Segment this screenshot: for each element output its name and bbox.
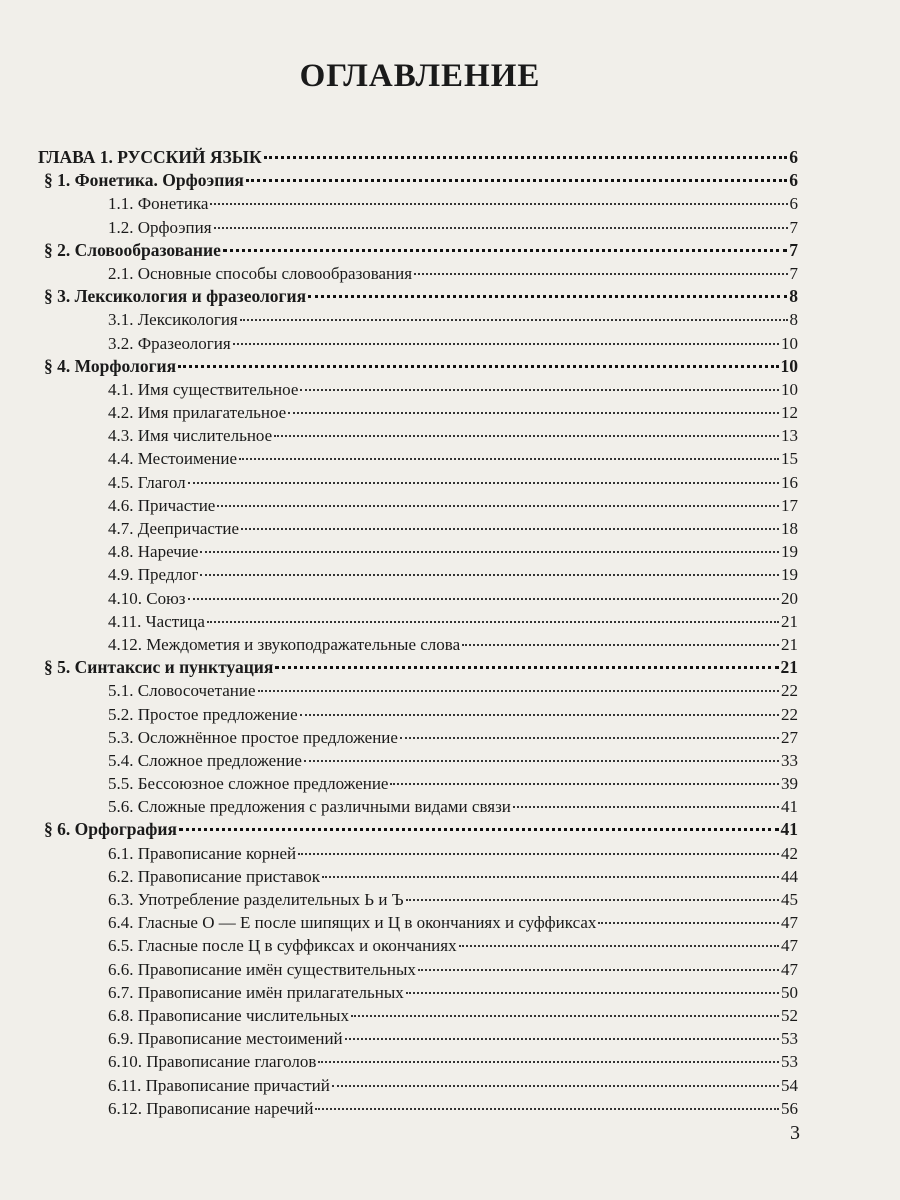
toc-entry-sub xyxy=(38,1027,798,1050)
toc-entry-page: 56 xyxy=(781,1098,798,1118)
dot-leader xyxy=(241,528,779,530)
dot-leader xyxy=(188,482,779,484)
dot-leader xyxy=(304,760,779,762)
toc-entry-title: 4.8. Наречие xyxy=(108,542,199,562)
toc-entry-sub xyxy=(38,911,798,934)
toc-entry-title: 3.2. Фразеология xyxy=(108,333,231,353)
toc-entry-section xyxy=(38,169,798,192)
toc-entry-title: ГЛАВА 1. РУССКИЙ ЯЗЫК xyxy=(38,147,262,167)
toc-entry-sub xyxy=(38,633,798,656)
toc-entry-chapter xyxy=(38,146,798,169)
toc-entry-title: 4.10. Союз xyxy=(108,588,186,608)
toc-entry-page: 45 xyxy=(781,890,798,909)
toc-entry-sub xyxy=(38,471,798,494)
toc-entry-title: 6.6. Правописание имён существительных xyxy=(108,959,416,979)
toc-entry-sub xyxy=(38,726,798,749)
toc-entry-sub xyxy=(38,934,798,957)
dot-leader xyxy=(418,969,779,971)
toc-entry-section xyxy=(38,818,798,841)
toc-entry-section xyxy=(38,239,798,262)
toc-entry-sub xyxy=(38,842,798,865)
toc-entry-page: 47 xyxy=(781,913,798,933)
dot-leader xyxy=(351,1015,779,1017)
dot-leader xyxy=(513,806,779,808)
dot-leader xyxy=(239,458,779,460)
dot-leader xyxy=(315,1108,779,1110)
toc-entry-page: 22 xyxy=(781,704,798,724)
dot-leader xyxy=(274,435,779,437)
toc-entry-title: 6.1. Правописание корней xyxy=(108,843,297,863)
toc-entry-title: 6.5. Гласные после Ц в суффиксах и окончаниях xyxy=(108,936,457,956)
toc-entry-title: 5.2. Простое предложение xyxy=(108,704,298,724)
toc-entry-title: 6.3. Употребление разделительных Ь и Ъ xyxy=(108,890,404,909)
toc-entry-sub xyxy=(38,494,798,517)
toc-entry-sub xyxy=(38,563,798,586)
toc-entry-page: 20 xyxy=(781,588,798,608)
toc-entry-page: 47 xyxy=(781,959,798,979)
dot-leader xyxy=(298,853,779,855)
toc-entry-title: 2.1. Основные способы словообразования xyxy=(108,263,413,283)
toc-entry-page: 27 xyxy=(781,727,798,747)
toc-entry-title: 5.3. Осложнённое простое предложение xyxy=(108,727,398,747)
toc-entry-sub xyxy=(38,332,798,355)
toc-entry-sub xyxy=(38,795,798,818)
toc-entry-title: 1.1. Фонетика xyxy=(108,194,209,214)
toc-entry-sub xyxy=(38,1097,798,1120)
dot-leader xyxy=(414,273,787,275)
toc-entry-page: 50 xyxy=(781,982,798,1002)
toc-entry-title: 4.6. Причастие xyxy=(108,495,216,515)
toc-entry-page: 19 xyxy=(781,542,798,562)
toc-entry-title: 4.2. Имя прилагательное xyxy=(108,403,287,423)
dot-leader xyxy=(332,1085,779,1087)
toc-entry-sub xyxy=(38,540,798,563)
toc-entry-page: 21 xyxy=(780,657,798,678)
toc-entry-page: 17 xyxy=(781,495,798,515)
toc-entry-page: 19 xyxy=(781,565,798,585)
toc-entry-title: § 6. Орфография xyxy=(44,819,177,840)
toc-entry-page: 8 xyxy=(789,310,798,330)
toc-entry-page: 53 xyxy=(781,1052,798,1072)
toc-entry-section xyxy=(38,656,798,679)
toc-entry-page: 7 xyxy=(789,263,798,283)
dot-leader xyxy=(233,343,779,345)
toc-entry-page: 10 xyxy=(780,355,798,376)
dot-leader xyxy=(400,737,779,739)
dot-leader xyxy=(240,319,788,321)
dot-leader xyxy=(200,551,779,553)
toc-entry-page: 41 xyxy=(780,819,798,840)
toc-entry-page: 18 xyxy=(781,519,798,538)
toc-entry-page: 10 xyxy=(781,333,798,353)
dot-leader xyxy=(300,714,779,716)
dot-leader xyxy=(188,598,779,600)
toc-entry-page: 10 xyxy=(781,379,798,399)
toc-entry-sub xyxy=(38,888,798,911)
toc-entry-page: 21 xyxy=(781,634,798,654)
toc-entry-sub xyxy=(38,447,798,470)
toc-entry-title: § 2. Словообразование xyxy=(44,239,221,260)
toc-entry-title: 6.12. Правописание наречий xyxy=(108,1098,314,1118)
dot-leader xyxy=(207,621,779,623)
toc-entry-sub xyxy=(38,958,798,981)
toc-entry-title: § 4. Морфология xyxy=(44,355,177,376)
toc-entry-page: 6 xyxy=(789,170,798,191)
toc-entry-title: 6.11. Правописание причастий xyxy=(108,1075,330,1095)
dot-leader xyxy=(288,412,779,414)
toc-entry-title: 4.4. Местоимение xyxy=(108,449,238,469)
toc-entry-page: 47 xyxy=(781,936,798,956)
toc-entry-title: § 1. Фонетика. Орфоэпия xyxy=(44,170,244,191)
toc-entry-sub xyxy=(38,679,798,702)
toc-entry-page: 33 xyxy=(781,750,798,770)
toc-entry-sub xyxy=(38,262,798,285)
toc-entry-title: 6.8. Правописание числительных xyxy=(108,1005,349,1025)
toc-entry-sub xyxy=(38,703,798,726)
toc-entry-page: 7 xyxy=(789,239,798,260)
toc-entry-sub xyxy=(38,424,798,447)
toc-entry-sub xyxy=(38,1074,798,1097)
dot-leader xyxy=(322,876,779,878)
toc-entry-sub xyxy=(38,1004,798,1027)
table-of-contents xyxy=(38,146,798,1120)
toc-entry-page: 44 xyxy=(781,866,798,886)
toc-entry-section xyxy=(38,285,798,308)
toc-entry-title: 4.12. Междометия и звукоподражательные слова xyxy=(108,634,461,654)
toc-entry-page: 41 xyxy=(781,797,798,817)
toc-entry-sub xyxy=(38,401,798,424)
toc-entry-sub xyxy=(38,1050,798,1073)
toc-entry-sub xyxy=(38,772,798,795)
toc-entry-sub xyxy=(38,587,798,610)
toc-entry-page: 21 xyxy=(781,611,798,631)
toc-entry-title: 5.4. Сложное предложение xyxy=(108,750,302,770)
toc-entry-sub xyxy=(38,192,798,215)
toc-entry-sub xyxy=(38,610,798,633)
toc-entry-sub xyxy=(38,308,798,331)
toc-entry-title: § 5. Синтаксис и пунктуация xyxy=(44,657,274,678)
dot-leader xyxy=(390,783,779,785)
toc-entry-title: 4.11. Частица xyxy=(108,611,205,631)
toc-entry-title: 6.2. Правописание приставок xyxy=(108,866,321,886)
toc-entry-page: 42 xyxy=(781,843,798,863)
toc-entry-title: 4.9. Предлог xyxy=(108,565,199,585)
toc-entry-title: 4.7. Деепричастие xyxy=(108,519,240,538)
toc-entry-page: 12 xyxy=(781,403,798,423)
toc-entry-title: 5.6. Сложные предложения с различными видами связи xyxy=(108,797,511,817)
dot-leader xyxy=(598,922,779,924)
dot-leader xyxy=(178,365,778,368)
toc-entry-sub xyxy=(38,981,798,1004)
toc-entry-page: 54 xyxy=(781,1075,798,1095)
toc-entry-section xyxy=(38,355,798,378)
toc-entry-title: 6.9. Правописание местоимений xyxy=(108,1029,343,1049)
toc-entry-title: 1.2. Орфоэпия xyxy=(108,217,212,237)
dot-leader xyxy=(223,249,787,252)
dot-leader xyxy=(246,179,787,182)
toc-entry-title: 4.3. Имя числительное xyxy=(108,426,273,446)
dot-leader xyxy=(264,156,788,159)
toc-entry-title: 5.1. Словосочетание xyxy=(108,681,256,701)
toc-entry-page: 7 xyxy=(789,217,798,237)
toc-entry-page: 8 xyxy=(789,286,798,307)
toc-entry-title: 6.7. Правописание имён прилагательных xyxy=(108,982,404,1002)
dot-leader xyxy=(462,644,779,646)
toc-entry-sub xyxy=(38,517,798,540)
dot-leader xyxy=(258,690,779,692)
dot-leader xyxy=(459,945,779,947)
dot-leader xyxy=(300,389,779,391)
toc-entry-sub xyxy=(38,216,798,239)
dot-leader xyxy=(406,899,779,901)
dot-leader xyxy=(318,1061,779,1063)
toc-entry-sub xyxy=(38,378,798,401)
toc-entry-title: § 3. Лексикология и фразеология xyxy=(44,286,307,307)
dot-leader xyxy=(210,203,787,205)
toc-entry-page: 15 xyxy=(781,449,798,469)
toc-entry-title: 6.4. Гласные О — Е после шипящих и Ц в окончаниях и суффиксах xyxy=(108,913,597,933)
toc-entry-page: 53 xyxy=(781,1029,798,1049)
dot-leader xyxy=(179,828,779,831)
toc-entry-sub xyxy=(38,749,798,772)
toc-entry-page: 13 xyxy=(781,426,798,446)
toc-entry-title: 4.1. Имя существительное xyxy=(108,379,299,399)
toc-entry-page: 16 xyxy=(781,472,798,492)
dot-leader xyxy=(406,992,779,994)
dot-leader xyxy=(214,227,788,229)
toc-entry-page: 52 xyxy=(781,1005,798,1025)
toc-entry-page: 6 xyxy=(789,194,798,214)
toc-entry-page: 39 xyxy=(781,774,798,794)
page-title: ОГЛАВЛЕНИЕ xyxy=(299,58,541,94)
toc-entry-page: 22 xyxy=(781,681,798,701)
dot-leader xyxy=(200,574,779,576)
dot-leader xyxy=(217,505,779,507)
toc-entry-title: 4.5. Глагол xyxy=(108,472,186,492)
dot-leader xyxy=(308,295,787,298)
toc-entry-page: 6 xyxy=(789,147,798,167)
toc-entry-title: 6.10. Правописание глаголов xyxy=(108,1052,317,1072)
toc-entry-sub xyxy=(38,865,798,888)
toc-entry-title: 3.1. Лексикология xyxy=(108,310,238,330)
dot-leader xyxy=(345,1038,779,1040)
dot-leader xyxy=(275,666,778,669)
toc-entry-title: 5.5. Бессоюзное сложное предложение xyxy=(108,774,389,794)
page-number: 3 xyxy=(790,1122,800,1144)
